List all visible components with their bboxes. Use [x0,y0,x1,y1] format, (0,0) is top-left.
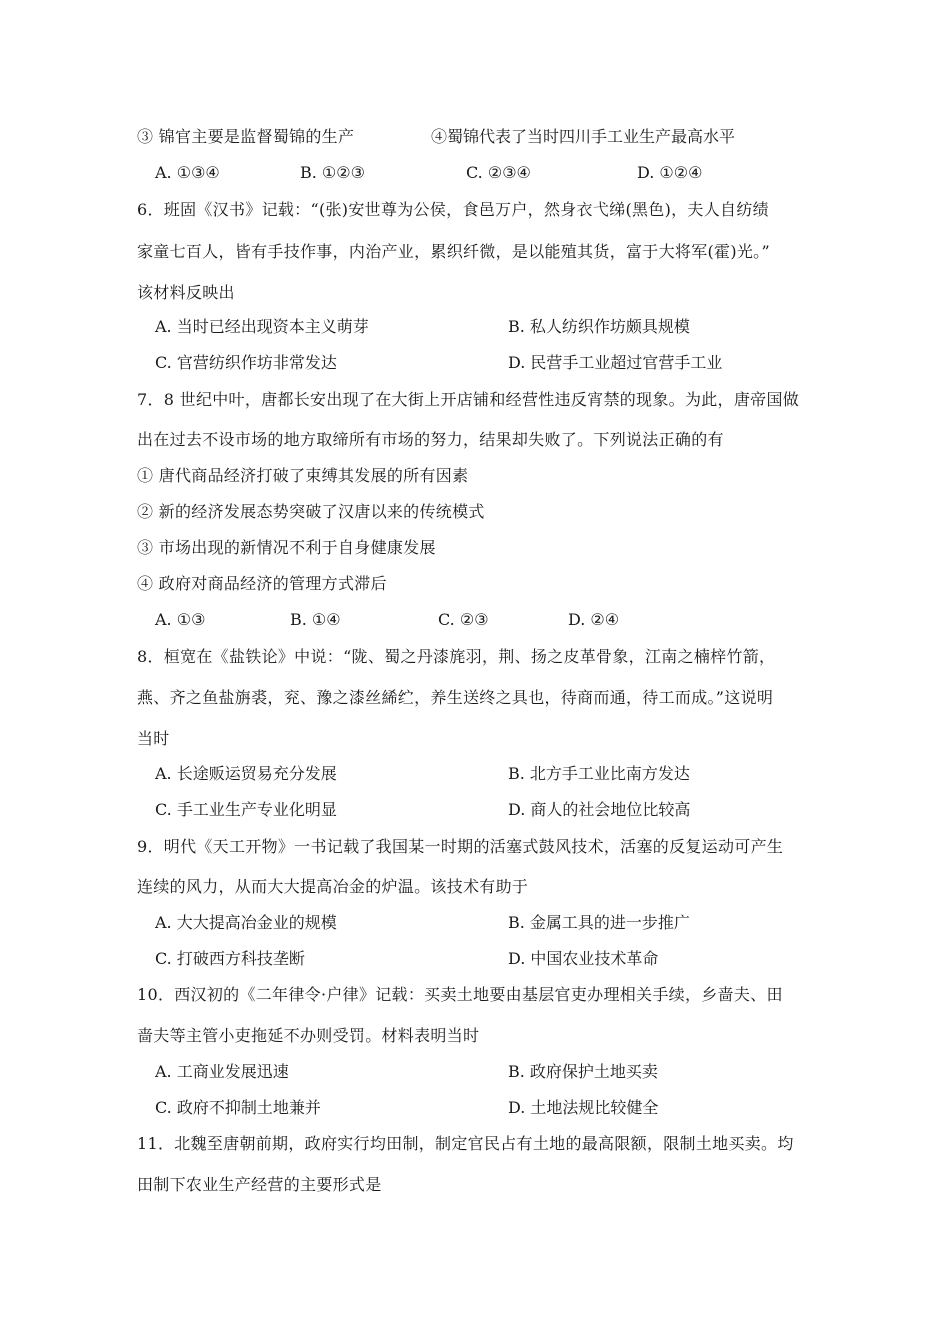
q8-stem-line-2: 燕、齐之鱼盐旃裘，兖、豫之漆丝絺纻，养生送终之具也，待商而通，待工而成。”这说明 [137,688,774,707]
q8-option-c: C. 手工业生产专业化明显 [155,800,337,819]
q7-item-3: ③ 市场出现的新情况不利于自身健康发展 [137,538,436,557]
q6-stem-line-2: 家童七百人，皆有手技作事，内治产业，累织纤微，是以能殖其货，富于大将军(霍)光。” [137,242,770,261]
q10-stem-line-1: 10．西汉初的《二年律令·户律》记载：买卖土地要由基层官吏办理相关手续，乡啬夫、田 [137,985,783,1004]
q11-stem-line-1: 11．北魏至唐朝前期，政府实行均田制，制定官民占有土地的最高限额，限制土地买卖。均 [137,1134,794,1153]
q6-option-c: C. 官营纺织作坊非常发达 [155,353,337,372]
q5-option-a: A. ①③④ [155,163,220,182]
q8-stem-line-3: 当时 [137,729,170,748]
q7-stem-line-1: 7．8 世纪中叶，唐都长安出现了在大街上开店铺和经营性违反宵禁的现象。为此，唐帝国做 [137,390,800,409]
q8-option-b: B. 北方手工业比南方发达 [508,764,690,783]
q9-stem-line-1: 9．明代《天工开物》一书记载了我国某一时期的活塞式鼓风技术，活塞的反复运动可产生 [137,837,784,856]
q7-option-a: A. ①③ [155,610,206,629]
q6-stem-line-3: 该材料反映出 [137,283,235,302]
q8-option-d: D. 商人的社会地位比较高 [508,800,691,819]
q7-item-4: ④ 政府对商品经济的管理方式滞后 [137,574,387,593]
q5-option-d: D. ①②④ [637,163,703,182]
q10-stem-line-2: 啬夫等主管小吏拖延不办则受罚。材料表明当时 [137,1026,480,1045]
q11-stem-line-2: 田制下农业生产经营的主要形式是 [137,1175,382,1194]
q5-option-b: B. ①②③ [300,163,365,182]
q7-item-2: ② 新的经济发展态势突破了汉唐以来的传统模式 [137,502,485,521]
q10-option-c: C. 政府不抑制土地兼并 [155,1098,321,1117]
q7-item-1: ① 唐代商品经济打破了束缚其发展的所有因素 [137,466,469,485]
q6-option-b: B. 私人纺织作坊颇具规模 [508,317,690,336]
q7-stem-line-2: 出在过去不设市场的地方取缔所有市场的努力，结果却失败了。下列说法正确的有 [137,430,724,449]
q9-stem-line-2: 连续的风力，从而大大提高冶金的炉温。该技术有助于 [137,877,529,896]
q9-option-a: A. 大大提高冶金业的规模 [155,913,337,932]
q6-option-a: A. 当时已经出现资本主义萌芽 [155,317,369,336]
q9-option-c: C. 打破西方科技垄断 [155,949,305,968]
q8-stem-line-1: 8．桓宽在《盐铁论》中说：“陇、蜀之丹漆旄羽，荆、扬之皮革骨象，江南之楠梓竹箭， [137,647,776,666]
q10-option-b: B. 政府保护土地买卖 [508,1062,658,1081]
q8-option-a: A. 长途贩运贸易充分发展 [155,764,337,783]
q5-item-4: ④蜀锦代表了当时四川手工业生产最高水平 [431,127,736,146]
q7-option-d: D. ②④ [568,610,620,629]
q10-option-a: A. 工商业发展迅速 [155,1062,289,1081]
q10-option-d: D. 土地法规比较健全 [508,1098,659,1117]
q6-option-d: D. 民营手工业超过官营手工业 [508,353,723,372]
q9-option-b: B. 金属工具的进一步推广 [508,913,690,932]
q6-stem-line-1: 6．班固《汉书》记载：“(张)安世尊为公侯，食邑万户，然身衣弋绨(黑色)，夫人自纺绩 [137,200,769,219]
q9-option-d: D. 中国农业技术革命 [508,949,659,968]
q5-option-c: C. ②③④ [466,163,531,182]
q5-item-3: ③ 锦官主要是监督蜀锦的生产 [137,127,355,146]
q7-option-c: C. ②③ [438,610,489,629]
q7-option-b: B. ①④ [290,610,341,629]
